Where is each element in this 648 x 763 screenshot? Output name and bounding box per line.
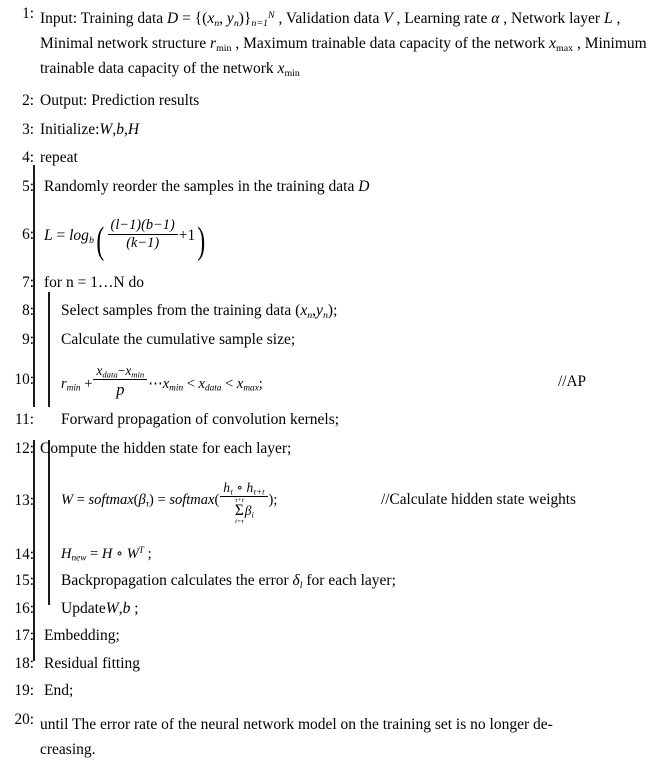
var-D: D — [167, 10, 179, 27]
line-7-content: for n = 1…N do — [44, 273, 145, 291]
algorithm-line-4 — [0, 150, 648, 166]
line-number-19: 19: — [14, 682, 34, 700]
line-13-comment: //Calculate hidden state weights — [381, 491, 576, 509]
line-number-17: 17: — [14, 627, 34, 645]
line-number-20: 20: — [14, 710, 34, 728]
line-number-3: 3: — [22, 120, 34, 138]
line-number-12: 12: — [14, 439, 34, 457]
line-number-15: 15: — [14, 572, 34, 590]
line-number-1: 1: — [22, 5, 34, 22]
algorithm-line-2 — [0, 93, 648, 109]
formula-softmax-weights: $W = softmax(\beta_\tau)$ = softmax( $h_\tau$ ∘ $h_{\tau+t}$ τ+t Σ i=τ $\beta_i$ ); — [61, 480, 278, 526]
line-15-content: Backpropagation calculates the error $\delta_l$ for each layer; — [61, 572, 396, 592]
fraction: $\frac{x_{data}-x_{min}}{p}$ — [93, 363, 147, 400]
line-number-6: 6: — [22, 226, 34, 244]
line-12-content: Compute the hidden state for each layer; — [40, 439, 292, 457]
line-number-8: 8: — [22, 302, 34, 320]
line-1-text: Input: Training data $D = \{(x_n$, $y_n)\}_{n=1}^N$ , Validation data V , Learning rate α , Network layer L , Minimal network structure $r_{min}$ , Maximum trainable data capacity of the network $x_{max}$ , Minimum trainable data capacity of the network $x_{min}$ — [40, 9, 647, 79]
line-20-part-2: creasing. — [40, 740, 96, 758]
line-6-content — [34, 213, 648, 262]
line-number-2: 2: — [22, 92, 34, 110]
algorithm-line-14 — [0, 547, 648, 562]
formula-data-capacity: $r_{min}$ + $\frac{x_{data}-x_{min}}{p}$ $\cdots x_{min} < x_{data} < x_{max}$; — [61, 363, 263, 400]
var-alpha: α — [491, 10, 500, 27]
var-D: D — [358, 177, 370, 195]
line-17-content: Embedding; — [44, 627, 120, 645]
line-10-comment: //AP — [558, 373, 587, 391]
algorithm-line-16 — [0, 601, 648, 617]
algorithm-line-12 — [0, 441, 648, 457]
algorithm-line-17 — [0, 628, 648, 644]
line-5-content: Randomly reorder the samples in the training data D — [44, 177, 370, 195]
line-number-16: 16: — [14, 599, 34, 617]
algorithm-line-11 — [0, 412, 648, 428]
fraction: $h_\tau$ ∘ $h_{\tau+t}$ τ+t Σ i=τ $\beta_i$ — [220, 480, 267, 525]
algorithm-line-13 — [0, 476, 648, 525]
line-10-content — [34, 361, 648, 400]
algorithm-line-1 — [0, 6, 648, 81]
line-18-content: Residual fitting — [44, 654, 141, 672]
algorithm-line-8 — [0, 302, 648, 322]
line-3-content: Initialize:W,b,H — [40, 120, 140, 138]
line-1-content — [34, 6, 648, 81]
line-number-11: 11: — [15, 411, 34, 429]
line-20-part-1: until The error rate of the neural network model on the training set is no longer de- — [40, 715, 553, 733]
line-13-content — [34, 476, 648, 525]
var-L: L — [603, 10, 613, 27]
line-8-content: Select samples from the training data $(x_n,y_n)$; — [61, 302, 338, 322]
algorithm-pseudocode-block — [0, 6, 648, 763]
algorithm-line-5 — [0, 179, 648, 195]
line-9-content: Calculate the cumulative sample size; — [61, 330, 296, 348]
left-paren: ( — [96, 219, 105, 262]
algorithm-line-15 — [0, 572, 648, 592]
algorithm-line-3 — [0, 122, 648, 138]
line-number-7: 7: — [22, 273, 34, 291]
var-V: V — [383, 10, 393, 27]
line-16-content: UpdateW,b ; — [61, 599, 139, 617]
summation-operator: τ+t Σ i=τ — [234, 496, 244, 526]
line-number-14: 14: — [14, 546, 34, 564]
line-number-4: 4: — [22, 149, 34, 167]
algorithm-line-19 — [0, 683, 648, 699]
formula-layer-count: $L = \log_b$( $\frac{(l-1)(b-1)}{(k-1)}$ +1) — [44, 217, 206, 262]
line-20-content — [34, 712, 648, 762]
algorithm-line-6 — [0, 213, 648, 262]
line-number-5: 5: — [22, 177, 34, 195]
line-number-13: 13: — [14, 492, 34, 510]
algorithm-line-7 — [0, 275, 648, 291]
fraction: $\frac{(l-1)(b-1)}{(k-1)}$ — [108, 217, 178, 252]
line-14-content: $H_{new} = H$ ∘ $W^T$ ; — [61, 546, 152, 564]
algorithm-line-20 — [0, 712, 648, 762]
var-delta: δ — [292, 572, 300, 590]
line-11-content: Forward propagation of convolution kernels; — [61, 411, 340, 429]
line-4-content: repeat — [40, 149, 78, 167]
line-number-10: 10: — [14, 371, 34, 389]
algorithm-line-9 — [0, 332, 648, 348]
algorithm-line-10 — [0, 361, 648, 400]
line-number-18: 18: — [14, 654, 34, 672]
line-19-content: End; — [44, 682, 74, 700]
line-number-9: 9: — [22, 330, 34, 348]
algorithm-line-18 — [0, 656, 648, 672]
right-paren: ) — [197, 219, 206, 262]
line-2-content: Output: Prediction results — [40, 92, 200, 110]
